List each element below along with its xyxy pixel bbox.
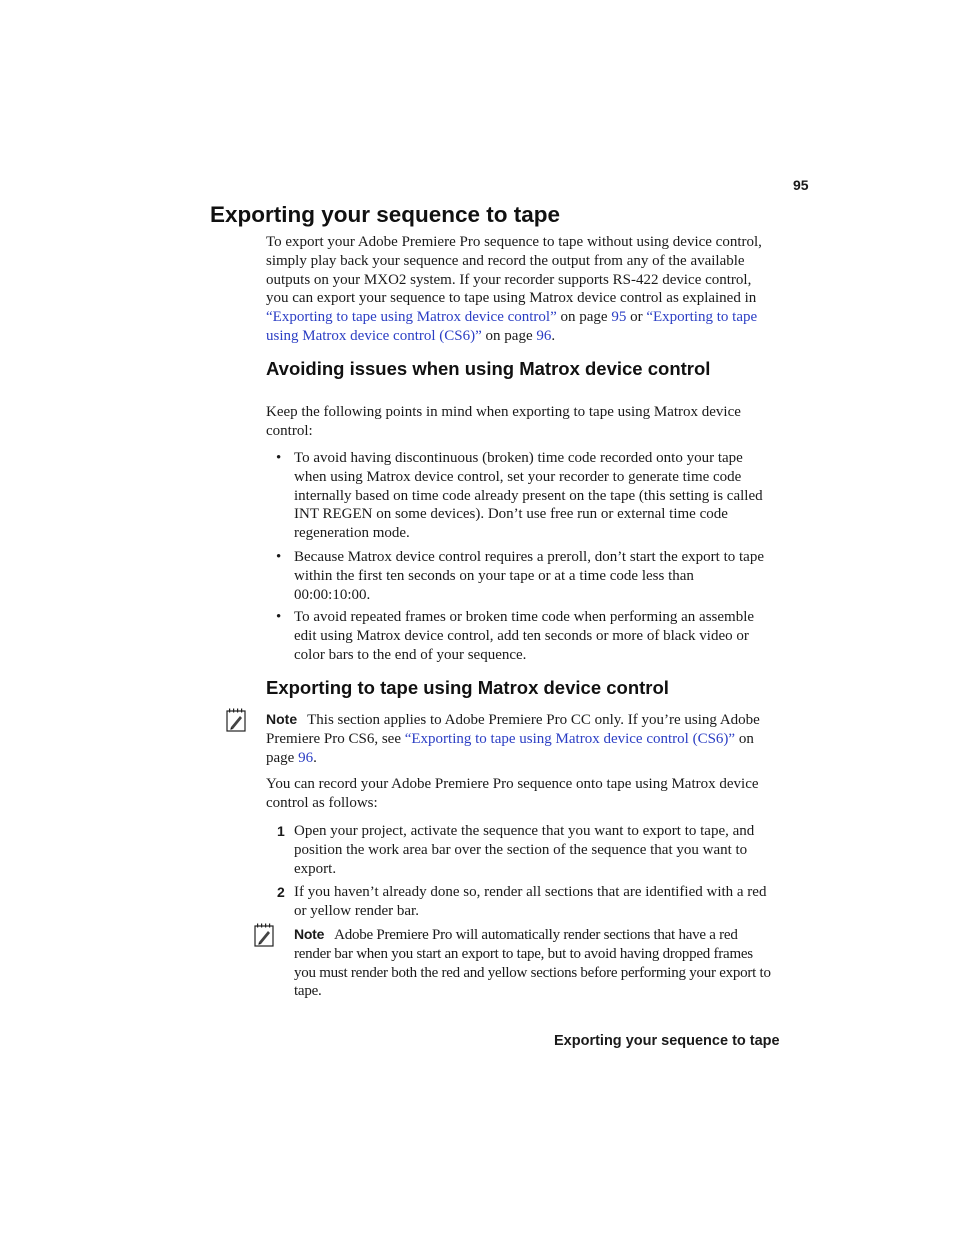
intro-text-4: on page (481, 327, 537, 344)
note-1-text: This section applies to Adobe Premiere Pro CC only. If you’re using Adobe Premiere Pro CS6, see (266, 712, 760, 747)
intro-text-3: or (626, 309, 647, 326)
note-2 (294, 925, 772, 1001)
step-item: Open your project, activate the sequence that you want to export to tape, and position the work area bar over the section of the sequence that you want to export. (294, 823, 755, 877)
note-pencil-icon (254, 923, 274, 947)
note-2-text: Adobe Premiere Pro will automatically render sections that have a red render bar when you start an export to tape, but to avoid having dropped frames you must render both the red and yellow sections before performing your export to tape. (294, 927, 771, 1000)
bullet-symbol: • (276, 609, 282, 625)
page-number: 95 (793, 177, 809, 193)
link-export-matrox[interactable]: “Exporting to tape using Matrox device control” (266, 309, 557, 326)
section-heading-avoiding-issues: Avoiding issues when using Matrox device control (266, 358, 711, 379)
section2-intro: You can record your Adobe Premiere Pro sequence onto tape using Matrox device control as follows: (266, 776, 759, 811)
note-pencil-icon (226, 708, 246, 732)
step-number: 1 (277, 823, 285, 839)
step-number: 2 (277, 884, 285, 900)
link-export-matrox-cs6-note[interactable]: “Exporting to tape using Matrox device control (CS6)” (404, 730, 736, 747)
intro-paragraph (266, 233, 771, 346)
link-page-96-note[interactable]: 96 (298, 749, 314, 766)
page-title: Exporting your sequence to tape (210, 202, 561, 227)
intro-text-2: on page (556, 309, 612, 326)
bullet-symbol: • (276, 450, 282, 466)
running-footer: Exporting your sequence to tape (554, 1033, 780, 1049)
intro-text-1: To export your Adobe Premiere Pro sequence to tape without using device control, simply play back your sequence and record the output from any of the available outputs on your MXO2 system. If your recorder supports RS-422 device control, you can export your sequence to tape using Matrox device control as explained in (266, 234, 762, 307)
note-label: Note (294, 926, 325, 942)
section1-intro: Keep the following points in mind when exporting to tape using Matrox device control: (266, 404, 741, 439)
note-1-text-3: . (313, 749, 317, 766)
bullet-item: Because Matrox device control requires a preroll, don’t start the export to tape within the first ten seconds on your tape or at a time code less than 00:00:10:00. (294, 549, 764, 603)
note-1-text-2: on page (266, 730, 754, 766)
note-1 (266, 710, 771, 767)
link-page-95[interactable]: 95 (611, 309, 627, 326)
link-export-matrox-cs6[interactable]: “Exporting to tape using Matrox device control (CS6)” (266, 309, 758, 344)
link-page-96[interactable]: 96 (536, 327, 552, 344)
note-label: Note (266, 711, 298, 727)
bullet-symbol: • (276, 549, 282, 565)
bullet-item: To avoid repeated frames or broken time code when performing an assemble edit using Matrox device control, add ten seconds or more of black video or color bars to the end of your sequence. (294, 609, 755, 663)
bullet-item: To avoid having discontinuous (broken) time code recorded onto your tape when using Matrox device control, set your recorder to generate time code internally based on time code already present on the tape (this setting is called INT REGEN on some devices). Don’t use free run or external time code regeneration mode. (294, 450, 763, 542)
section-heading-exporting-matrox: Exporting to tape using Matrox device control (266, 677, 669, 698)
intro-text-5: . (551, 327, 556, 344)
step-item: If you haven’t already done so, render all sections that are identified with a red or yellow render bar. (294, 884, 767, 919)
